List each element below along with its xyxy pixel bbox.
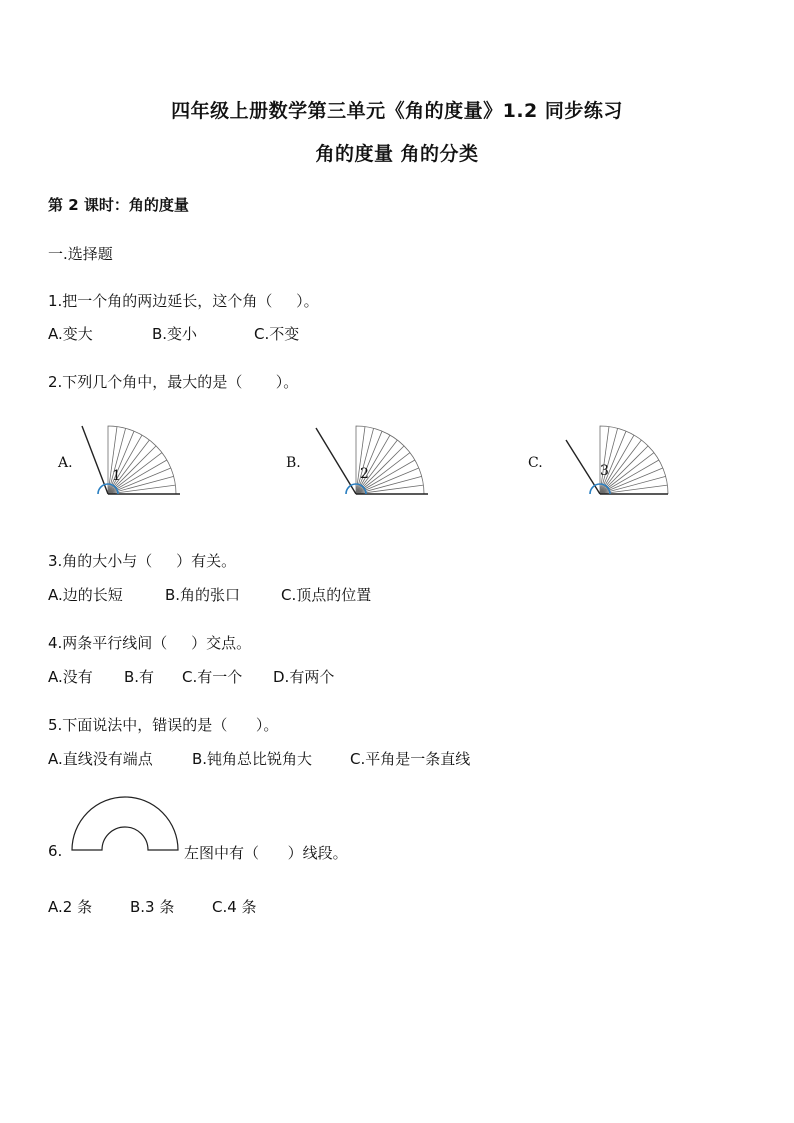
page-subtitle: 角的度量 角的分类 — [315, 143, 479, 165]
lesson-heading: 第 2 课时：角的度量 — [48, 196, 189, 214]
question-3: 3.角的大小与（ ）有关。 — [48, 552, 237, 570]
q2-option-a-label[interactable]: A. — [58, 455, 73, 471]
question-6-number: 6. — [48, 842, 63, 860]
q4-option-b[interactable]: B.有 — [124, 668, 155, 686]
question-1: 1.把一个角的两边延长，这个角（ ）。 — [48, 292, 319, 310]
q4-option-c[interactable]: C.有一个 — [182, 668, 243, 686]
angle-number-1: 1 — [112, 468, 121, 484]
q3-option-c[interactable]: C.顶点的位置 — [281, 586, 372, 604]
q4-option-a[interactable]: A.没有 — [48, 668, 93, 686]
arch-diagram — [70, 792, 180, 854]
protractor-diagram-b — [312, 416, 432, 500]
section-heading: 一.选择题 — [48, 245, 113, 263]
q5-option-c[interactable]: C.平角是一条直线 — [350, 750, 471, 768]
q5-option-b[interactable]: B.钝角总比锐角大 — [192, 750, 313, 768]
q6-option-c[interactable]: C.4 条 — [212, 898, 257, 916]
page-title: 四年级上册数学第三单元《角的度量》1.2 同步练习 — [171, 100, 623, 122]
q4-option-d[interactable]: D.有两个 — [273, 668, 335, 686]
question-5: 5.下面说法中，错误的是（ ）。 — [48, 716, 279, 734]
q5-option-a[interactable]: A.直线没有端点 — [48, 750, 153, 768]
question-6: 左图中有（ ）线段。 — [184, 844, 348, 862]
q1-option-b[interactable]: B.变小 — [152, 325, 198, 343]
protractor-diagram-a — [76, 416, 186, 500]
q3-option-a[interactable]: A.边的长短 — [48, 586, 123, 604]
question-4: 4.两条平行线间（ ）交点。 — [48, 634, 252, 652]
protractor-diagram-c — [552, 416, 672, 500]
q2-option-b-label[interactable]: B. — [286, 455, 301, 471]
q1-option-c[interactable]: C.不变 — [254, 325, 300, 343]
angle-number-2: 2 — [360, 466, 369, 482]
q2-option-c-label[interactable]: C. — [528, 455, 543, 471]
angle-number-3: 3 — [600, 463, 609, 479]
q1-option-a[interactable]: A.变大 — [48, 325, 93, 343]
question-2: 2.下列几个角中，最大的是（ ）。 — [48, 373, 299, 391]
q6-option-b[interactable]: B.3 条 — [130, 898, 175, 916]
q6-option-a[interactable]: A.2 条 — [48, 898, 93, 916]
q3-option-b[interactable]: B.角的张口 — [165, 586, 241, 604]
